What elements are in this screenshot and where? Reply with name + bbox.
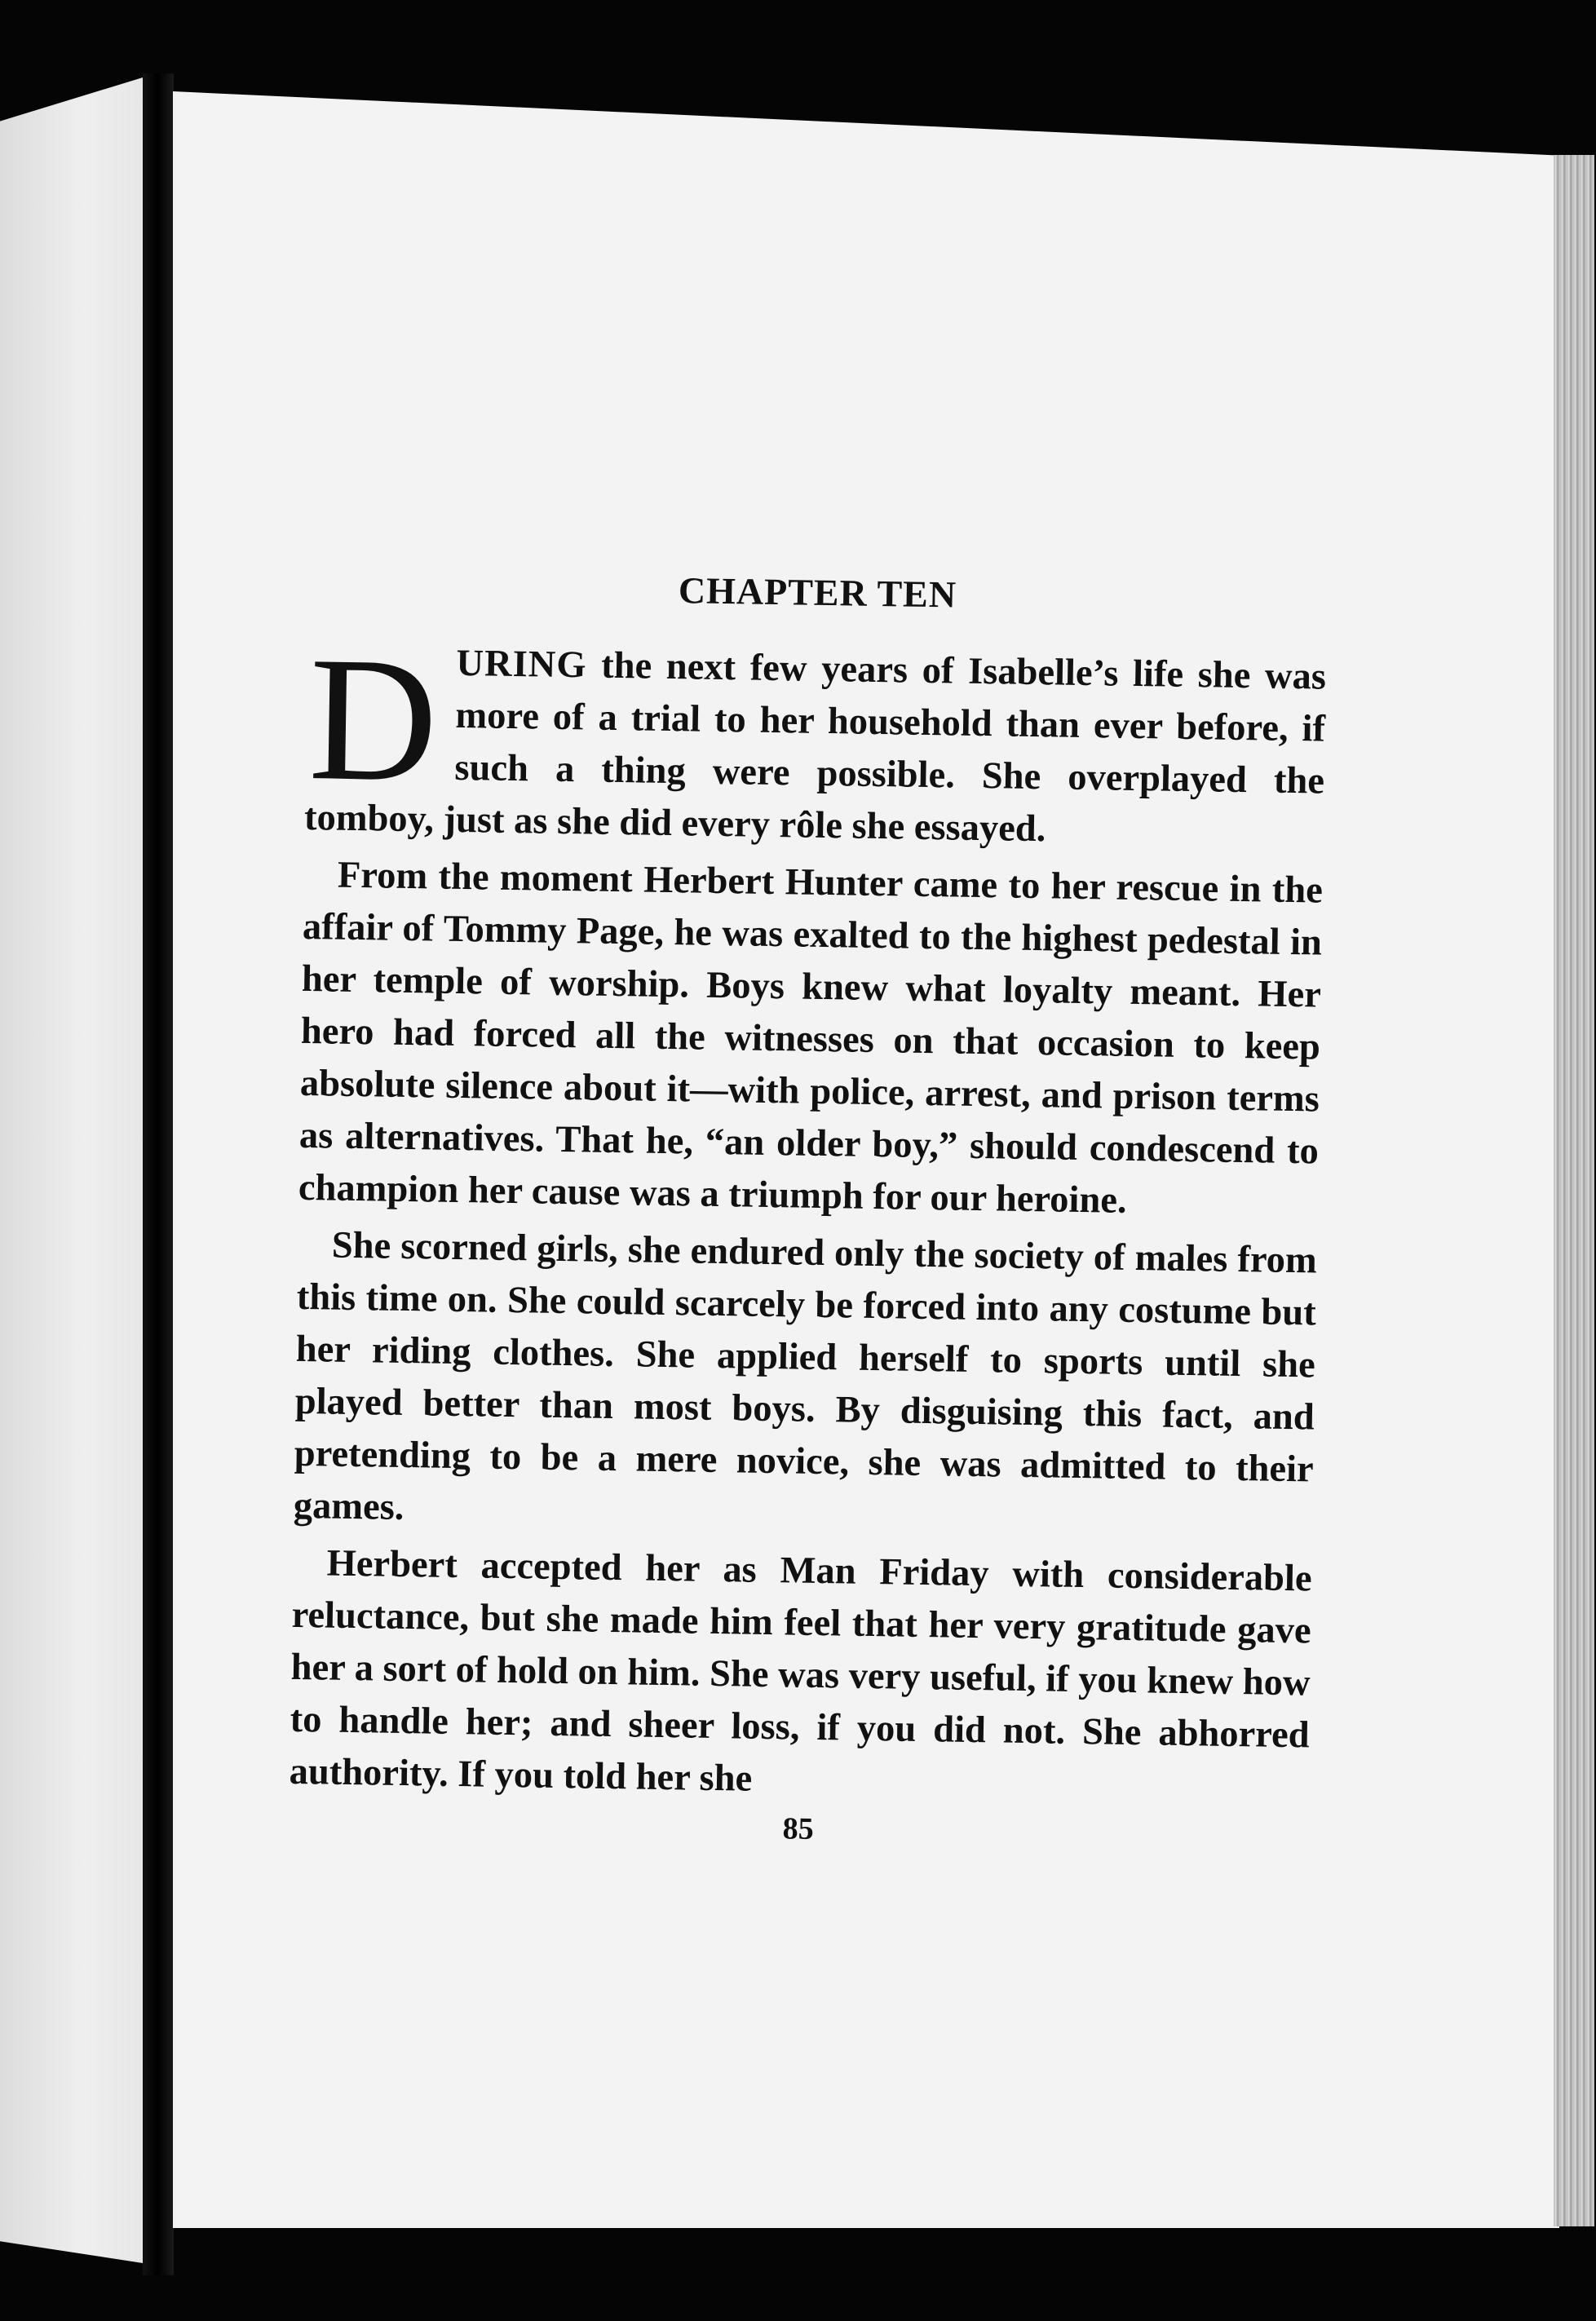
paragraph: She scorned girls, she endured only the society of males from this time on. She could scarcely be forced into any costume but her riding clothes. She applied herself to sports until she played better than most boys. By disguising this fact, and pretending to be a mere novice, she was admitted to their games. xyxy=(293,1224,1318,1528)
drop-cap-continuation: URING xyxy=(456,642,587,687)
book-gutter xyxy=(143,73,174,2275)
paragraph xyxy=(303,621,1327,860)
left-page xyxy=(0,77,143,2263)
paragraph: From the moment Herbert Hunter came to her rescue in the affair of Tommy Page, he was exalted to the highest pedestal in her temple of worship. Boys knew what loyalty meant. Her hero had forced all the witnesses on that occasion to keep absolute silence about it—with police, arrest, and prison terms as alternatives. That he, “an older boy,” should condescend to champion her cause was a triumph for our heroine. xyxy=(298,854,1324,1222)
paragraph-text: the next few years of Isabelle’s life she was more of a trial to her household than ever before, if such a thing were possible. She overplayed the tomboy, just as she did every rôle she essayed. xyxy=(303,644,1327,851)
page-edges xyxy=(1554,155,1594,2226)
drop-cap: D xyxy=(307,621,440,820)
page-number: 85 xyxy=(782,1811,815,1846)
page-text xyxy=(288,563,1327,1855)
chapter-title: CHAPTER TEN xyxy=(678,569,957,616)
paragraph: Herbert accepted her as Man Friday with considerable reluctance, but she made him feel that her very gratitude gave her a sort of hold on him. She was very useful, if you knew how to handle her; and sheer loss, if you did not. She abhorred authority. If you told her she xyxy=(289,1542,1312,1800)
